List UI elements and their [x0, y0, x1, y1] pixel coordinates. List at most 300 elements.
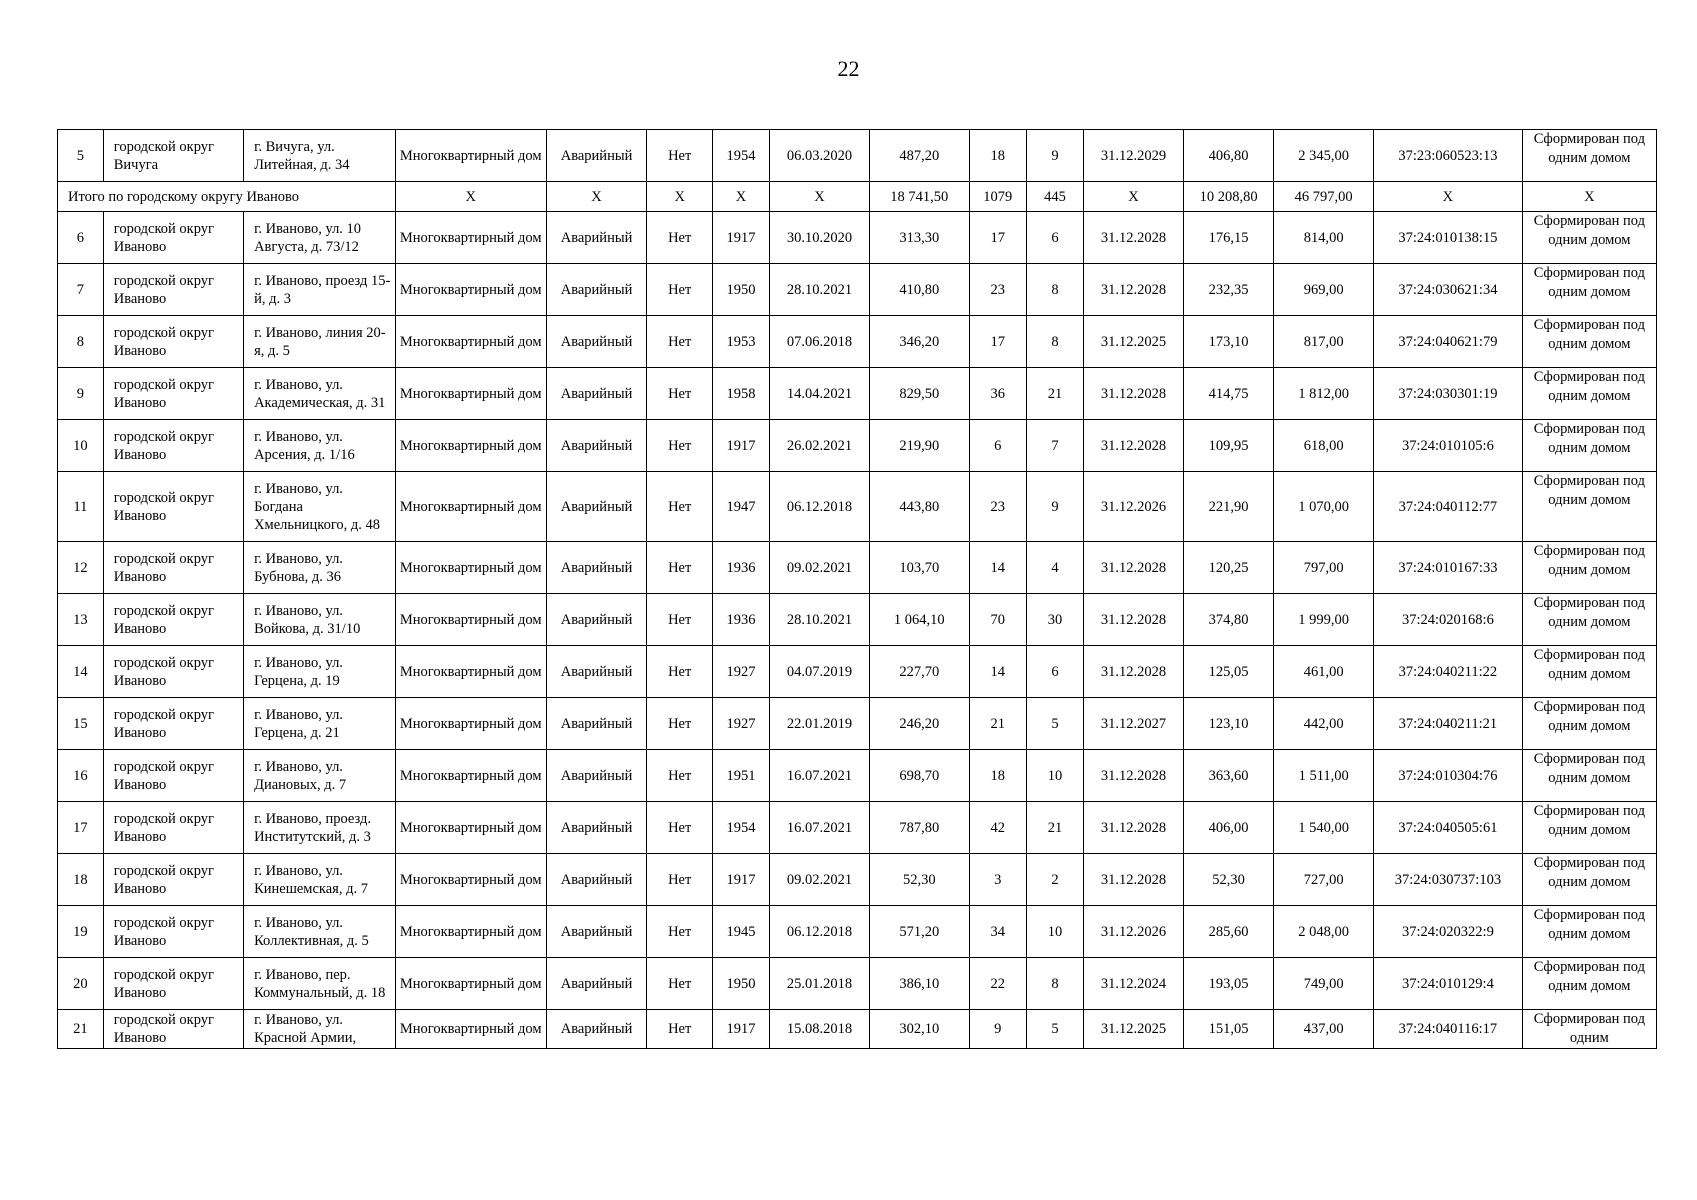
deadline-cell: 31.12.2026 — [1084, 472, 1184, 542]
condition-cell: Аварийный — [546, 472, 647, 542]
total-deadline: Х — [1084, 182, 1184, 212]
residents-cell: 18 — [969, 750, 1026, 802]
premises-cell: 9 — [1026, 130, 1083, 182]
total-date: Х — [770, 182, 870, 212]
cadastral-cell: 37:24:010105:6 — [1374, 420, 1523, 472]
land-plot-cell: Сформирован под одним домом — [1522, 420, 1656, 472]
cadastral-cell: 37:24:030301:19 — [1374, 368, 1523, 420]
land-plot-cell: Сформирован под одним домом — [1522, 316, 1656, 368]
date-cell: 28.10.2021 — [770, 594, 870, 646]
row-number: 13 — [58, 594, 104, 646]
year-cell: 1947 — [712, 472, 769, 542]
resettled-area-cell: 406,00 — [1183, 802, 1273, 854]
resettled-area-cell: 173,10 — [1183, 316, 1273, 368]
total-residents: 1079 — [969, 182, 1026, 212]
flag-cell: Нет — [647, 316, 712, 368]
condition-cell: Аварийный — [546, 646, 647, 698]
deadline-cell: 31.12.2029 — [1084, 130, 1184, 182]
building-type-cell: Многоквартирный дом — [395, 854, 546, 906]
deadline-cell: 31.12.2028 — [1084, 420, 1184, 472]
year-cell: 1953 — [712, 316, 769, 368]
total-area: 18 741,50 — [869, 182, 969, 212]
row-number: 21 — [58, 1010, 104, 1049]
address-cell: г. Иваново, ул. Герцена, д. 21 — [244, 698, 396, 750]
area-cell: 219,90 — [869, 420, 969, 472]
land-plot-cell: Сформирован под одним домом — [1522, 368, 1656, 420]
building-type-cell: Многоквартирный дом — [395, 542, 546, 594]
premises-cell: 5 — [1026, 698, 1083, 750]
premises-cell: 21 — [1026, 802, 1083, 854]
area-cell: 443,80 — [869, 472, 969, 542]
residents-cell: 36 — [969, 368, 1026, 420]
table-row — [58, 420, 1657, 472]
building-type-cell: Многоквартирный дом — [395, 264, 546, 316]
building-type-cell: Многоквартирный дом — [395, 212, 546, 264]
residents-cell: 6 — [969, 420, 1026, 472]
cost-cell: 797,00 — [1274, 542, 1374, 594]
land-plot-cell: Сформирован под одним домом — [1522, 130, 1656, 182]
row-number: 14 — [58, 646, 104, 698]
residents-cell: 34 — [969, 906, 1026, 958]
building-type-cell: Многоквартирный дом — [395, 368, 546, 420]
row-number: 20 — [58, 958, 104, 1010]
cost-cell: 461,00 — [1274, 646, 1374, 698]
district-cell: городской округ Иваново — [103, 958, 243, 1010]
condition-cell: Аварийный — [546, 368, 647, 420]
land-plot-cell: Сформирован под одним домом — [1522, 958, 1656, 1010]
row-number: 17 — [58, 802, 104, 854]
building-type-cell: Многоквартирный дом — [395, 130, 546, 182]
premises-cell: 10 — [1026, 906, 1083, 958]
building-type-cell: Многоквартирный дом — [395, 316, 546, 368]
cost-cell: 1 511,00 — [1274, 750, 1374, 802]
row-number: 18 — [58, 854, 104, 906]
flag-cell: Нет — [647, 854, 712, 906]
date-cell: 25.01.2018 — [770, 958, 870, 1010]
district-cell: городской округ Иваново — [103, 750, 243, 802]
residents-cell: 17 — [969, 212, 1026, 264]
cadastral-cell: 37:24:040505:61 — [1374, 802, 1523, 854]
condition-cell: Аварийный — [546, 212, 647, 264]
resettled-area-cell: 406,80 — [1183, 130, 1273, 182]
cadastral-cell: 37:24:040211:22 — [1374, 646, 1523, 698]
resettled-area-cell: 374,80 — [1183, 594, 1273, 646]
resettled-area-cell: 221,90 — [1183, 472, 1273, 542]
address-cell: г. Иваново, ул. Войкова, д. 31/10 — [244, 594, 396, 646]
table-row — [58, 594, 1657, 646]
table-row — [58, 212, 1657, 264]
condition-cell: Аварийный — [546, 594, 647, 646]
flag-cell: Нет — [647, 906, 712, 958]
area-cell: 410,80 — [869, 264, 969, 316]
district-cell: городской округ Иваново — [103, 594, 243, 646]
premises-cell: 21 — [1026, 368, 1083, 420]
address-cell: г. Иваново, ул. 10 Августа, д. 73/12 — [244, 212, 396, 264]
condition-cell: Аварийный — [546, 130, 647, 182]
year-cell: 1917 — [712, 212, 769, 264]
resettled-area-cell: 151,05 — [1183, 1010, 1273, 1049]
row-number: 11 — [58, 472, 104, 542]
premises-cell: 9 — [1026, 472, 1083, 542]
deadline-cell: 31.12.2025 — [1084, 1010, 1184, 1049]
year-cell: 1917 — [712, 1010, 769, 1049]
total-flag: Х — [647, 182, 712, 212]
land-plot-cell: Сформирован под одним домом — [1522, 542, 1656, 594]
date-cell: 04.07.2019 — [770, 646, 870, 698]
condition-cell: Аварийный — [546, 958, 647, 1010]
building-type-cell: Многоквартирный дом — [395, 472, 546, 542]
table-row — [58, 958, 1657, 1010]
residents-cell: 9 — [969, 1010, 1026, 1049]
deadline-cell: 31.12.2024 — [1084, 958, 1184, 1010]
year-cell: 1945 — [712, 906, 769, 958]
date-cell: 06.12.2018 — [770, 906, 870, 958]
condition-cell: Аварийный — [546, 750, 647, 802]
residents-cell: 42 — [969, 802, 1026, 854]
residents-cell: 3 — [969, 854, 1026, 906]
area-cell: 698,70 — [869, 750, 969, 802]
total-formed: Х — [1522, 182, 1656, 212]
area-cell: 1 064,10 — [869, 594, 969, 646]
cost-cell: 1 999,00 — [1274, 594, 1374, 646]
area-cell: 571,20 — [869, 906, 969, 958]
district-cell: городской округ Иваново — [103, 542, 243, 594]
deadline-cell: 31.12.2025 — [1084, 316, 1184, 368]
date-cell: 30.10.2020 — [770, 212, 870, 264]
cost-cell: 817,00 — [1274, 316, 1374, 368]
address-cell: г. Иваново, проезд 15-й, д. 3 — [244, 264, 396, 316]
cadastral-cell: 37:24:010167:33 — [1374, 542, 1523, 594]
housing-table — [57, 129, 1657, 1049]
year-cell: 1954 — [712, 802, 769, 854]
cost-cell: 1 070,00 — [1274, 472, 1374, 542]
flag-cell: Нет — [647, 130, 712, 182]
table-row — [58, 264, 1657, 316]
district-cell: городской округ Иваново — [103, 802, 243, 854]
condition-cell: Аварийный — [546, 1010, 647, 1049]
area-cell: 346,20 — [869, 316, 969, 368]
cadastral-cell: 37:24:010129:4 — [1374, 958, 1523, 1010]
year-cell: 1917 — [712, 854, 769, 906]
year-cell: 1936 — [712, 594, 769, 646]
table-row — [58, 854, 1657, 906]
area-cell: 829,50 — [869, 368, 969, 420]
resettled-area-cell: 109,95 — [1183, 420, 1273, 472]
address-cell: г. Иваново, ул. Академическая, д. 31 — [244, 368, 396, 420]
date-cell: 09.02.2021 — [770, 542, 870, 594]
year-cell: 1927 — [712, 646, 769, 698]
cadastral-cell: 37:24:020322:9 — [1374, 906, 1523, 958]
table-row — [58, 316, 1657, 368]
building-type-cell: Многоквартирный дом — [395, 698, 546, 750]
building-type-cell: Многоквартирный дом — [395, 646, 546, 698]
resettled-area-cell: 363,60 — [1183, 750, 1273, 802]
date-cell: 14.04.2021 — [770, 368, 870, 420]
area-cell: 302,10 — [869, 1010, 969, 1049]
table-row — [58, 1010, 1657, 1049]
page-number: 22 — [837, 56, 860, 81]
cadastral-cell: 37:24:010304:76 — [1374, 750, 1523, 802]
district-cell: городской округ Иваново — [103, 472, 243, 542]
premises-cell: 5 — [1026, 1010, 1083, 1049]
condition-cell: Аварийный — [546, 316, 647, 368]
year-cell: 1936 — [712, 542, 769, 594]
deadline-cell: 31.12.2028 — [1084, 750, 1184, 802]
year-cell: 1917 — [712, 420, 769, 472]
land-plot-cell: Сформирован под одним домом — [1522, 854, 1656, 906]
area-cell: 313,30 — [869, 212, 969, 264]
flag-cell: Нет — [647, 542, 712, 594]
year-cell: 1954 — [712, 130, 769, 182]
row-number: 5 — [58, 130, 104, 182]
row-number: 12 — [58, 542, 104, 594]
row-number: 15 — [58, 698, 104, 750]
residents-cell: 14 — [969, 646, 1026, 698]
building-type-cell: Многоквартирный дом — [395, 420, 546, 472]
cadastral-cell: 37:24:020168:6 — [1374, 594, 1523, 646]
deadline-cell: 31.12.2026 — [1084, 906, 1184, 958]
building-type-cell: Многоквартирный дом — [395, 594, 546, 646]
total-cadastral: Х — [1374, 182, 1523, 212]
address-cell: г. Иваново, ул. Кинешемская, д. 7 — [244, 854, 396, 906]
land-plot-cell: Сформирован под одним домом — [1522, 646, 1656, 698]
building-type-cell: Многоквартирный дом — [395, 750, 546, 802]
resettled-area-cell: 52,30 — [1183, 854, 1273, 906]
table-row — [58, 130, 1657, 182]
resettled-area-cell: 176,15 — [1183, 212, 1273, 264]
address-cell: г. Иваново, ул. Богдана Хмельницкого, д. 48 — [244, 472, 396, 542]
total-label: Итого по городскому округу Иваново — [58, 182, 396, 212]
date-cell: 26.02.2021 — [770, 420, 870, 472]
date-cell: 07.06.2018 — [770, 316, 870, 368]
resettled-area-cell: 123,10 — [1183, 698, 1273, 750]
total-cost: 46 797,00 — [1274, 182, 1374, 212]
row-number: 6 — [58, 212, 104, 264]
premises-cell: 4 — [1026, 542, 1083, 594]
cost-cell: 618,00 — [1274, 420, 1374, 472]
land-plot-cell: Сформирован под одним домом — [1522, 906, 1656, 958]
resettled-area-cell: 232,35 — [1183, 264, 1273, 316]
address-cell: г. Иваново, ул. Красной Армии, — [244, 1010, 396, 1049]
cadastral-cell: 37:24:010138:15 — [1374, 212, 1523, 264]
condition-cell: Аварийный — [546, 906, 647, 958]
residents-cell: 70 — [969, 594, 1026, 646]
resettled-area-cell: 414,75 — [1183, 368, 1273, 420]
cost-cell: 1 812,00 — [1274, 368, 1374, 420]
land-plot-cell: Сформирован под одним домом — [1522, 698, 1656, 750]
district-cell: городской округ Иваново — [103, 646, 243, 698]
cadastral-cell: 37:24:040211:21 — [1374, 698, 1523, 750]
area-cell: 386,10 — [869, 958, 969, 1010]
cadastral-cell: 37:24:040112:77 — [1374, 472, 1523, 542]
land-plot-cell: Сформирован под одним домом — [1522, 750, 1656, 802]
area-cell: 103,70 — [869, 542, 969, 594]
resettled-area-cell: 193,05 — [1183, 958, 1273, 1010]
cadastral-cell: 37:23:060523:13 — [1374, 130, 1523, 182]
building-type-cell: Многоквартирный дом — [395, 906, 546, 958]
year-cell: 1958 — [712, 368, 769, 420]
row-number: 10 — [58, 420, 104, 472]
district-cell: городской округ Иваново — [103, 368, 243, 420]
flag-cell: Нет — [647, 1010, 712, 1049]
condition-cell: Аварийный — [546, 420, 647, 472]
deadline-cell: 31.12.2028 — [1084, 264, 1184, 316]
deadline-cell: 31.12.2028 — [1084, 802, 1184, 854]
row-number: 8 — [58, 316, 104, 368]
flag-cell: Нет — [647, 802, 712, 854]
address-cell: г. Иваново, ул. Диановых, д. 7 — [244, 750, 396, 802]
building-type-cell: Многоквартирный дом — [395, 958, 546, 1010]
district-cell: городской округ Вичуга — [103, 130, 243, 182]
resettled-area-cell: 285,60 — [1183, 906, 1273, 958]
flag-cell: Нет — [647, 264, 712, 316]
address-cell: г. Иваново, ул. Коллективная, д. 5 — [244, 906, 396, 958]
area-cell: 227,70 — [869, 646, 969, 698]
flag-cell: Нет — [647, 750, 712, 802]
deadline-cell: 31.12.2028 — [1084, 368, 1184, 420]
condition-cell: Аварийный — [546, 542, 647, 594]
date-cell: 16.07.2021 — [770, 802, 870, 854]
year-cell: 1950 — [712, 958, 769, 1010]
condition-cell: Аварийный — [546, 854, 647, 906]
table-row — [58, 472, 1657, 542]
premises-cell: 2 — [1026, 854, 1083, 906]
cadastral-cell: 37:24:030621:34 — [1374, 264, 1523, 316]
table-row — [58, 542, 1657, 594]
residents-cell: 23 — [969, 264, 1026, 316]
premises-cell: 6 — [1026, 646, 1083, 698]
cost-cell: 437,00 — [1274, 1010, 1374, 1049]
deadline-cell: 31.12.2028 — [1084, 854, 1184, 906]
premises-cell: 6 — [1026, 212, 1083, 264]
district-cell: городской округ Иваново — [103, 420, 243, 472]
premises-cell: 8 — [1026, 264, 1083, 316]
cadastral-cell: 37:24:040621:79 — [1374, 316, 1523, 368]
address-cell: г. Иваново, проезд. Институтский, д. 3 — [244, 802, 396, 854]
cost-cell: 2 048,00 — [1274, 906, 1374, 958]
premises-cell: 8 — [1026, 316, 1083, 368]
residents-cell: 23 — [969, 472, 1026, 542]
date-cell: 16.07.2021 — [770, 750, 870, 802]
row-number: 16 — [58, 750, 104, 802]
deadline-cell: 31.12.2027 — [1084, 698, 1184, 750]
residents-cell: 17 — [969, 316, 1026, 368]
area-cell: 246,20 — [869, 698, 969, 750]
residents-cell: 14 — [969, 542, 1026, 594]
cost-cell: 727,00 — [1274, 854, 1374, 906]
flag-cell: Нет — [647, 420, 712, 472]
cost-cell: 442,00 — [1274, 698, 1374, 750]
residents-cell: 18 — [969, 130, 1026, 182]
total-condition: Х — [546, 182, 647, 212]
date-cell: 06.12.2018 — [770, 472, 870, 542]
flag-cell: Нет — [647, 594, 712, 646]
date-cell: 15.08.2018 — [770, 1010, 870, 1049]
year-cell: 1927 — [712, 698, 769, 750]
address-cell: г. Иваново, ул. Арсения, д. 1/16 — [244, 420, 396, 472]
total-row — [58, 182, 1657, 212]
condition-cell: Аварийный — [546, 264, 647, 316]
table-row — [58, 368, 1657, 420]
table-row — [58, 906, 1657, 958]
cost-cell: 2 345,00 — [1274, 130, 1374, 182]
row-number: 7 — [58, 264, 104, 316]
land-plot-cell: Сформирован под одним домом — [1522, 472, 1656, 542]
table-row — [58, 802, 1657, 854]
table-row — [58, 698, 1657, 750]
district-cell: городской округ Иваново — [103, 854, 243, 906]
land-plot-cell: Сформирован под одним — [1522, 1010, 1656, 1049]
resettled-area-cell: 120,25 — [1183, 542, 1273, 594]
deadline-cell: 31.12.2028 — [1084, 646, 1184, 698]
total-year: Х — [712, 182, 769, 212]
total-area2: 10 208,80 — [1183, 182, 1273, 212]
flag-cell: Нет — [647, 958, 712, 1010]
district-cell: городской округ Иваново — [103, 906, 243, 958]
premises-cell: 30 — [1026, 594, 1083, 646]
district-cell: городской округ Иваново — [103, 316, 243, 368]
cadastral-cell: 37:24:040116:17 — [1374, 1010, 1523, 1049]
table-row — [58, 646, 1657, 698]
land-plot-cell: Сформирован под одним домом — [1522, 212, 1656, 264]
row-number: 19 — [58, 906, 104, 958]
building-type-cell: Многоквартирный дом — [395, 802, 546, 854]
address-cell: г. Иваново, линия 20-я, д. 5 — [244, 316, 396, 368]
year-cell: 1950 — [712, 264, 769, 316]
address-cell: г. Иваново, ул. Бубнова, д. 36 — [244, 542, 396, 594]
total-type: Х — [395, 182, 546, 212]
district-cell: городской округ Иваново — [103, 212, 243, 264]
table-row — [58, 750, 1657, 802]
address-cell: г. Вичуга, ул. Литейная, д. 34 — [244, 130, 396, 182]
area-cell: 52,30 — [869, 854, 969, 906]
date-cell: 06.03.2020 — [770, 130, 870, 182]
premises-cell: 7 — [1026, 420, 1083, 472]
residents-cell: 21 — [969, 698, 1026, 750]
district-cell: городской округ Иваново — [103, 698, 243, 750]
deadline-cell: 31.12.2028 — [1084, 212, 1184, 264]
land-plot-cell: Сформирован под одним домом — [1522, 594, 1656, 646]
flag-cell: Нет — [647, 472, 712, 542]
building-type-cell: Многоквартирный дом — [395, 1010, 546, 1049]
district-cell: городской округ Иваново — [103, 1010, 243, 1049]
cost-cell: 1 540,00 — [1274, 802, 1374, 854]
date-cell: 09.02.2021 — [770, 854, 870, 906]
premises-cell: 8 — [1026, 958, 1083, 1010]
flag-cell: Нет — [647, 368, 712, 420]
flag-cell: Нет — [647, 698, 712, 750]
land-plot-cell: Сформирован под одним домом — [1522, 802, 1656, 854]
cost-cell: 969,00 — [1274, 264, 1374, 316]
year-cell: 1951 — [712, 750, 769, 802]
deadline-cell: 31.12.2028 — [1084, 542, 1184, 594]
flag-cell: Нет — [647, 212, 712, 264]
cost-cell: 814,00 — [1274, 212, 1374, 264]
premises-cell: 10 — [1026, 750, 1083, 802]
date-cell: 22.01.2019 — [770, 698, 870, 750]
residents-cell: 22 — [969, 958, 1026, 1010]
cost-cell: 749,00 — [1274, 958, 1374, 1010]
area-cell: 787,80 — [869, 802, 969, 854]
address-cell: г. Иваново, пер. Коммунальный, д. 18 — [244, 958, 396, 1010]
deadline-cell: 31.12.2028 — [1084, 594, 1184, 646]
land-plot-cell: Сформирован под одним домом — [1522, 264, 1656, 316]
district-cell: городской округ Иваново — [103, 264, 243, 316]
address-cell: г. Иваново, ул. Герцена, д. 19 — [244, 646, 396, 698]
condition-cell: Аварийный — [546, 802, 647, 854]
area-cell: 487,20 — [869, 130, 969, 182]
total-premises: 445 — [1026, 182, 1083, 212]
